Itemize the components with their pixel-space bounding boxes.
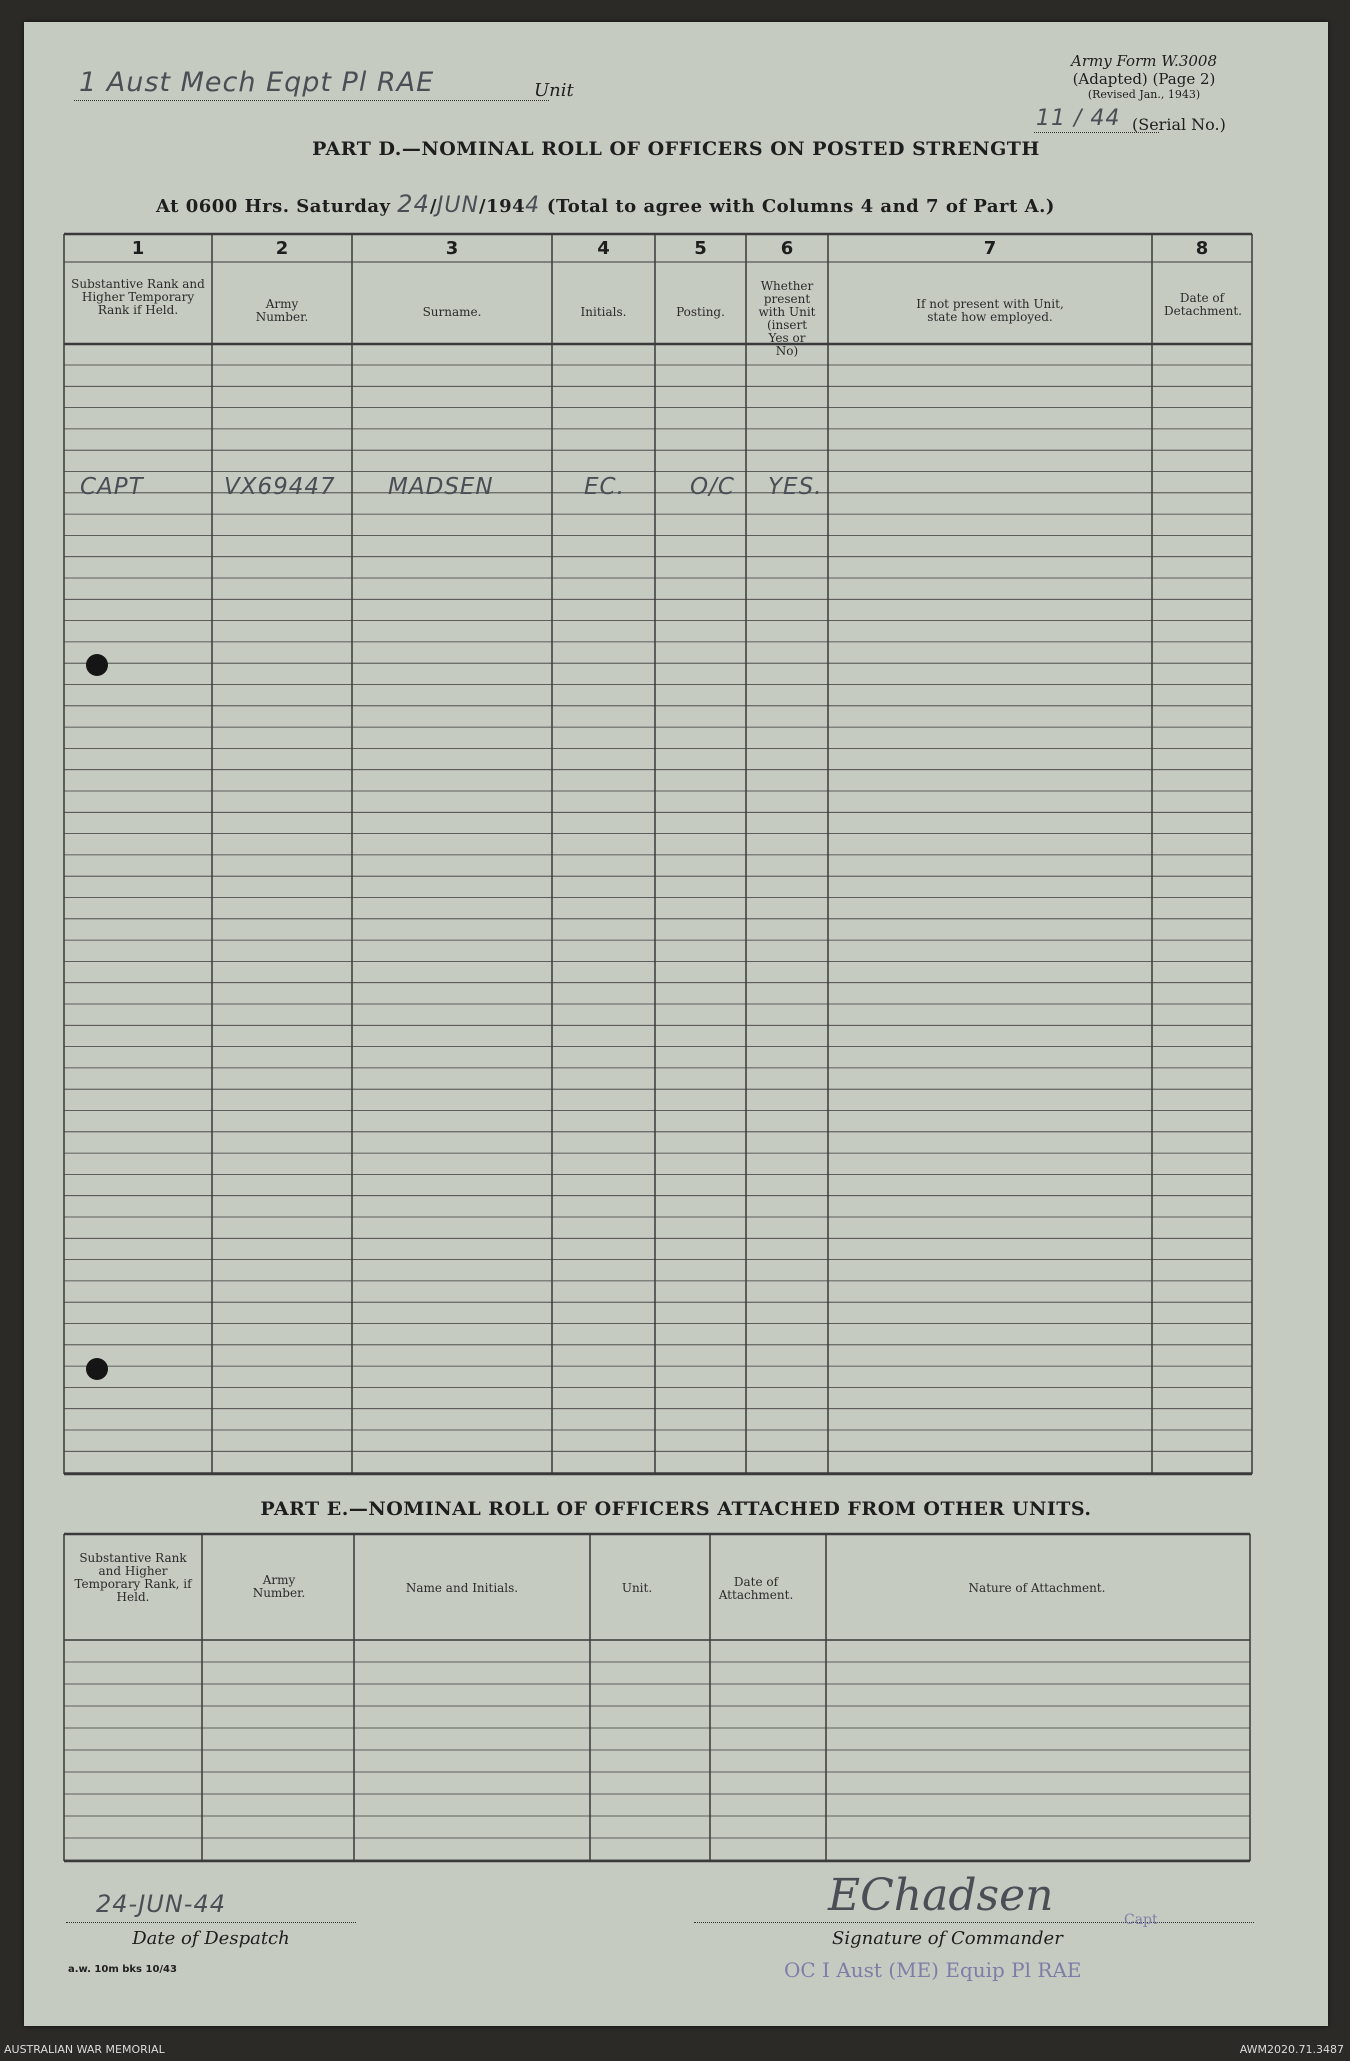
form-adapted: (Adapted) (Page 2): [1072, 70, 1216, 88]
col-1-header: Substantive Rank and Higher Temporary Rank if Held.: [71, 277, 205, 317]
stamp-rank: Capt: [1124, 1912, 1158, 1928]
col-4-number: 4: [597, 238, 610, 259]
col-7-number: 7: [983, 238, 997, 259]
e-col-6-header: Nature of Attachment.: [968, 1581, 1106, 1595]
form-revised: (Revised Jan., 1943): [1087, 88, 1201, 101]
despatch-label: Date of Despatch: [132, 1928, 290, 1949]
form-sheet: [24, 22, 1328, 2026]
col-3-number: 3: [445, 238, 459, 259]
year-digit: 4: [525, 193, 541, 218]
at-prefix: At 0600 Hrs. Saturday: [156, 196, 391, 217]
col-5-number: 5: [694, 238, 707, 259]
unit-label: Unit: [534, 80, 574, 101]
col-3-header: Surname.: [422, 305, 482, 319]
entry-rank: CAPT: [80, 474, 144, 500]
serial-value: 11 / 44: [1036, 106, 1121, 131]
punch-hole-bottom: [86, 1358, 108, 1380]
signature-underline: [694, 1922, 1254, 1923]
form-number: Army Form W.3008: [1071, 52, 1217, 70]
col-7-header: If not present with Unit, state how employed.: [916, 297, 1064, 324]
footer-right: AWM2020.71.3487: [1239, 2043, 1344, 2056]
despatch-underline: [66, 1922, 356, 1923]
entry-army-number: VX69447: [224, 474, 336, 500]
e-col-2-header: Army Number.: [252, 1573, 306, 1600]
signature-value: EChadsen: [828, 1870, 1054, 1921]
date-day: 24: [397, 190, 430, 218]
col-6-header: Whether present with Unit (insert Yes or No): [758, 279, 816, 358]
at-suffix: (Total to agree with Columns 4 and 7 of Part A.): [546, 196, 1055, 217]
e-col-4-header: Unit.: [621, 1581, 653, 1595]
entry-initials: EC.: [584, 474, 625, 500]
footer-left: AUSTRALIAN WAR MEMORIAL: [4, 2043, 165, 2056]
serial-label: (Serial No.): [1132, 115, 1226, 134]
e-col-3-header: Name and Initials.: [405, 1581, 519, 1595]
entry-posting: O/C: [690, 474, 735, 500]
despatch-value: 24-JUN-44: [96, 1890, 226, 1918]
at-line: At 0600 Hrs. Saturday 24/JUN/1944 (Total to agree with Columns 4 and 7 of Part A.): [156, 190, 1055, 218]
entry-present: YES.: [768, 474, 823, 500]
punch-hole-top: [86, 654, 108, 676]
e-col-5-header: Date of Attachment.: [718, 1575, 794, 1602]
date-month: JUN: [436, 193, 479, 218]
col-2-header: Army Number.: [255, 297, 309, 324]
col-2-number: 2: [275, 238, 289, 259]
col-1-number: 1: [131, 238, 145, 259]
e-col-1-header: Substantive Rank and Higher Temporary Rank, if Held.: [74, 1551, 192, 1604]
col-6-number: 6: [780, 238, 794, 259]
col-5-header: Posting.: [676, 305, 725, 319]
part-e-title: PART E.—NOMINAL ROLL OF OFFICERS ATTACHED FROM OTHER UNITS.: [260, 1498, 1092, 1520]
print-code: a.w. 10m bks 10/43: [68, 1964, 177, 1975]
col-8-header: Date of Detachment.: [1164, 291, 1242, 318]
entry-surname: MADSEN: [388, 474, 494, 500]
year-prefix: 194: [486, 196, 526, 217]
part-d-title: PART D.—NOMINAL ROLL OF OFFICERS ON POSTED STRENGTH: [312, 138, 1040, 160]
stamp-unit: OC I Aust (ME) Equip Pl RAE: [784, 1958, 1082, 1982]
col-8-number: 8: [1195, 238, 1209, 259]
part-d-grid: [24, 22, 1328, 1902]
signature-label: Signature of Commander: [832, 1928, 1063, 1949]
col-4-header: Initials.: [580, 305, 627, 319]
unit-value: 1 Aust Mech Eqpt Pl RAE: [79, 67, 435, 98]
